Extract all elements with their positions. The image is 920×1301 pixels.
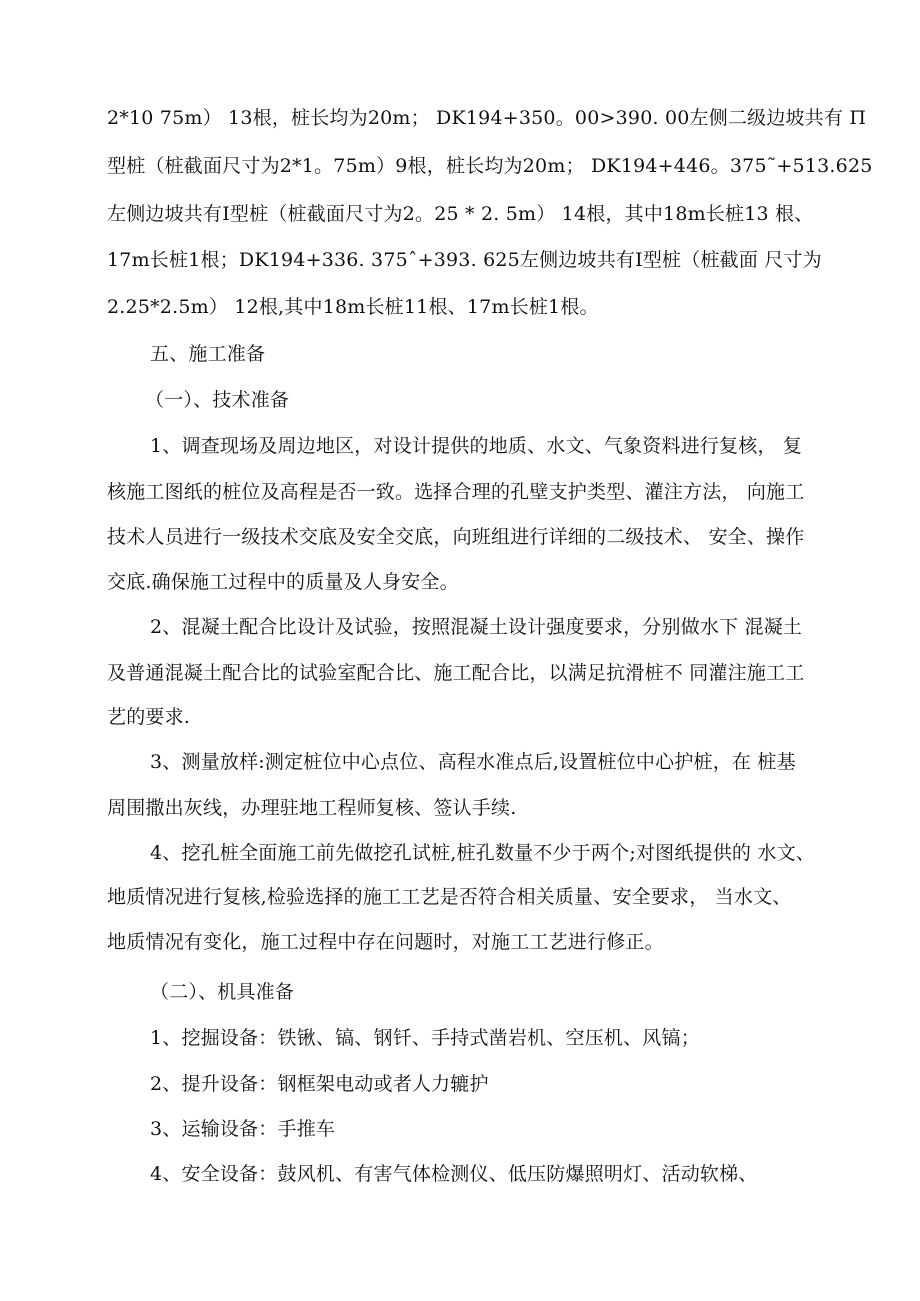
text-line: 周围撒出灰线，办理驻地工程师复核、签认手续. — [107, 797, 517, 819]
text-line: 左侧边坡共有I型桩（桩截面尺寸为2。25 * 2. 5m） 14根，其中18m长桩13 根、 — [107, 203, 814, 225]
text-line: 技术人员进行一级技术交底及安全交底，向班组进行详细的二级技术、 安全、操作 — [107, 526, 805, 548]
text-line: 3、测量放样:测定桩位中心点位、高程水准点后,设置桩位中心护桩，在 桩基 — [150, 751, 796, 773]
text-line: 2、混凝土配合比设计及试验，按照混凝土设计强度要求，分别做水下 混凝土 — [150, 616, 803, 638]
text-line: 3、运输设备：手推车 — [150, 1118, 336, 1140]
subsection-heading: （二）、机具准备 — [150, 981, 295, 1003]
text-line: 型桩（桩截面尺寸为2*1。75m）9根，桩长均为20m； DK194+446。375˜+513.625 — [107, 155, 873, 177]
text-line: 地质情况进行复核,检验选择的施工工艺是否符合相关质量、安全要求， 当水文、 — [107, 886, 792, 908]
text-line: 及普通混凝土配合比的试验室配合比、施工配合比，以满足抗滑桩不 同灌注施工工 — [107, 662, 805, 684]
text-line: 2.25*2.5m） 12根,其中18m长桩11根、17m长桩1根。 — [107, 296, 599, 318]
text-line: 艺的要求. — [107, 706, 191, 728]
text-line: 交底.确保施工过程中的质量及人身安全。 — [107, 571, 459, 593]
text-line: 1、挖掘设备：铁锹、镐、钢钎、手持式凿岩机、空压机、风镐； — [150, 1027, 700, 1049]
text-line: 2、提升设备：钢框架电动或者人力辘护 — [150, 1073, 489, 1095]
text-line: 地质情况有变化，施工过程中存在问题时，对施工工艺进行修正。 — [107, 931, 664, 953]
text-line: 4、挖孔桩全面施工前先做挖孔试桩,桩孔数量不少于两个;对图纸提供的 水文、 — [150, 842, 815, 864]
text-line: 核施工图纸的桩位及高程是否一致。选择合理的孔壁支护类型、灌注方法， 向施工 — [107, 481, 805, 503]
text-line: 1、调查现场及周边地区，对设计提供的地质、水文、气象资料进行复核， 复 — [150, 435, 803, 457]
text-line: 2*10 75m） 13根，桩长均为20m； DK194+350。00>390. 00左侧二级边坡共有 Π — [107, 107, 867, 129]
subsection-heading: （一）、技术准备 — [145, 389, 290, 411]
text-line: 4、安全设备：鼓风机、有害气体检测仪、低压防爆照明灯、活动软梯、 — [150, 1163, 758, 1185]
section-heading: 五、施工准备 — [150, 343, 266, 365]
text-line: 17m长桩1根；DK194+336. 375ˆ+393. 625左侧边坡共有I型桩（桩截面 尺寸为 — [107, 249, 822, 271]
